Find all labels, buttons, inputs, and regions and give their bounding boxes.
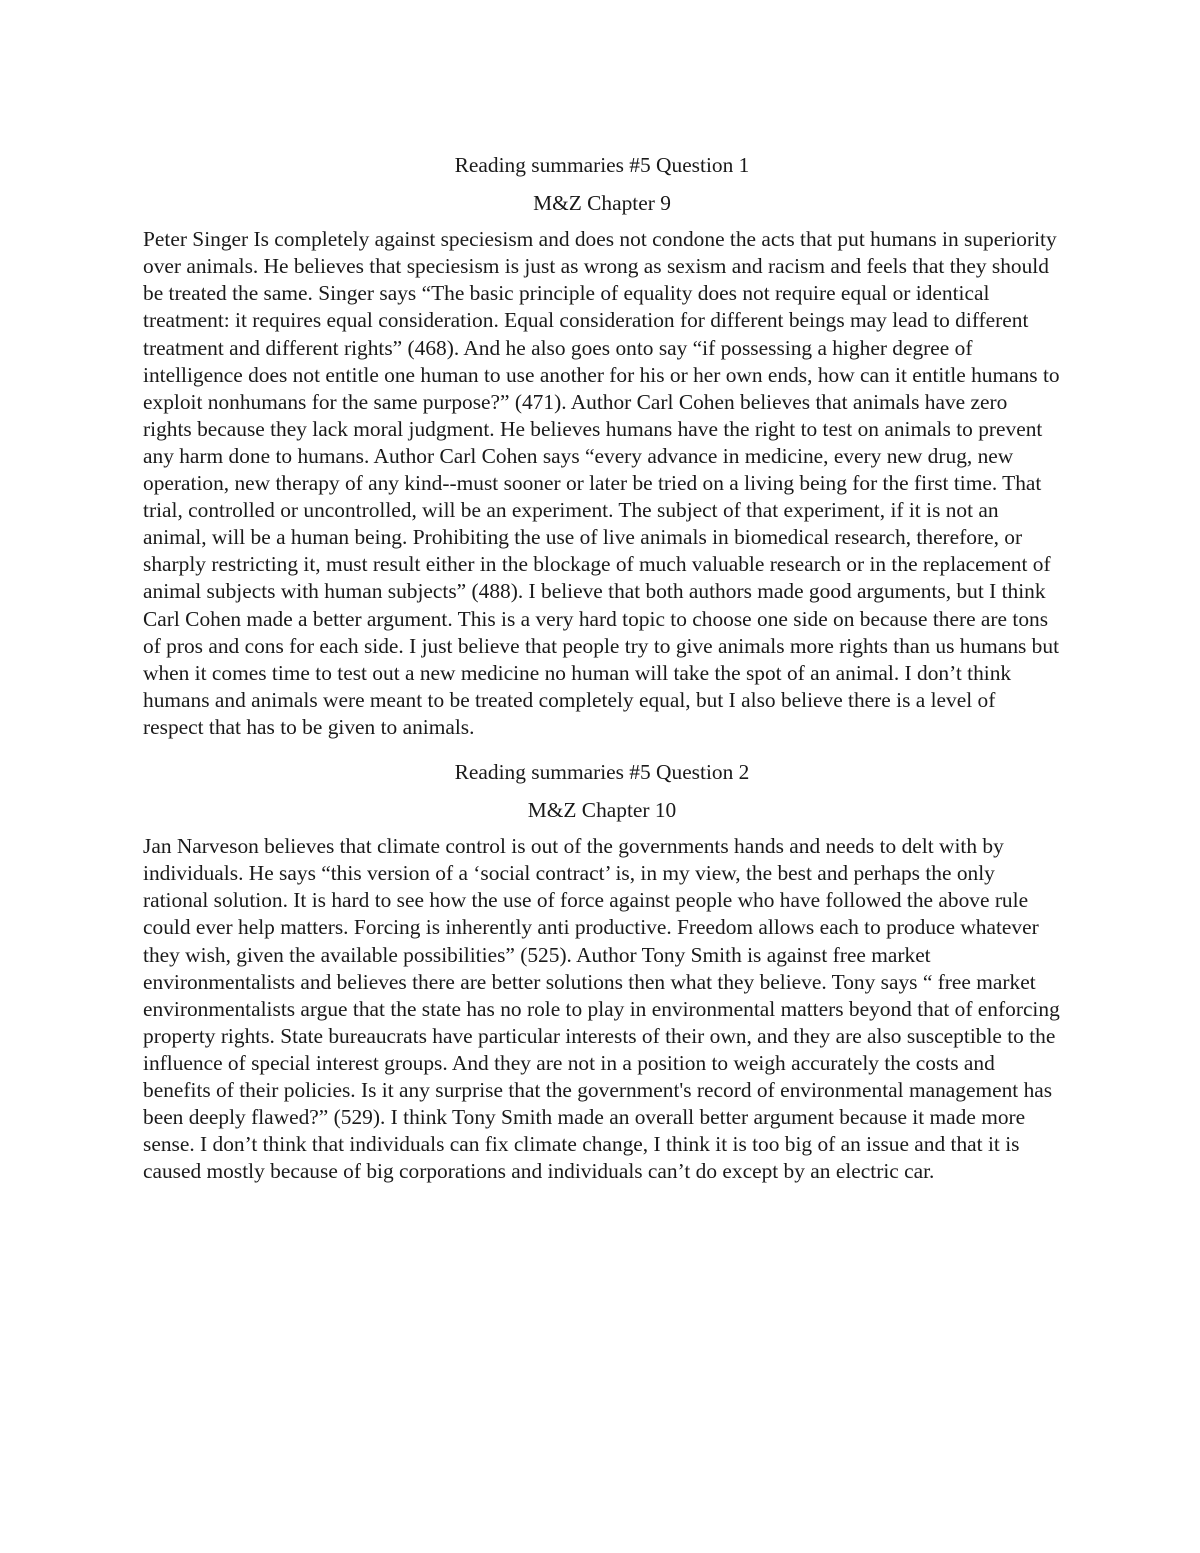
summary-section-2: [143, 759, 1061, 1185]
summary-section-1: [143, 152, 1061, 741]
section-title: Reading summaries #5 Question 2: [454, 759, 750, 784]
section-body: Jan Narveson believes that climate control is out of the governments hands and needs to delt with by individuals. He says “this version of a ‘social contract’ is, in my view, the best and perhaps the only rational solution. It is hard to see how the use of force against people who have followed the above rule could ever help matters. Forcing is inherently anti productive. Freedom allows each to produce whatever they wish, given the available possibilities” (525). Author Tony Smith is against free market environmentalists and believes there are better solutions then what they believe. Tony says “ free market environmentalists argue that the state has no role to play in environmental matters beyond that of enforcing property rights. State bureaucrats have particular interests of their own, and they are also susceptible to the influence of special interest groups. And they are not in a position to weigh accurately the costs and benefits of their policies. Is it any surprise that the government's record of environmental management has been deeply flawed?” (529). I think Tony Smith made an overall better argument because it made more sense. I don’t think that individuals can fix climate change, I think it is too big of an issue and that it is caused mostly because of big corporations and individuals can’t do except by an electric car.: [143, 834, 1060, 1184]
section-title: Reading summaries #5 Question 1: [454, 153, 750, 177]
section-chapter: M&Z Chapter 10: [527, 798, 677, 823]
section-body: Peter Singer Is completely against speciesism and does not condone the acts that put humans in superiority over animals. He believes that speciesism is just as wrong as sexism and racism and feels that they should be treated the same. Singer says “The basic principle of equality does not require equal or identical treatment: it requires equal consideration. Equal consideration for different beings may lead to different treatment and different rights” (468). And he also goes onto say “if possessing a higher degree of intelligence does not entitle one human to use another for his or her own ends, how can it entitle humans to exploit nonhumans for the same purpose?” (471). Author Carl Cohen believes that animals have zero rights because they lack moral judgment. He believes humans have the right to test on animals to prevent any harm done to humans. Author Carl Cohen says “every advance in medicine, every new drug, new operation, new therapy of any kind--must sooner or later be tried on a living being for the first time. That trial, controlled or uncontrolled, will be an experiment. The subject of that experiment, if it is not an animal, will be a human being. Prohibiting the use of live animals in biomedical research, therefore, or sharply restricting it, must result either in the blockage of much valuable research or in the replacement of animal subjects with human subjects” (488). I believe that both authors made good arguments, but I think Carl Cohen made a better argument. This is a very hard topic to choose one side on because there are tons of pros and cons for each side. I just believe that people try to give animals more rights than us humans but when it comes time to test out a new medicine no human will take the spot of an animal. I don’t think humans and animals were meant to be treated completely equal, but I also believe there is a level of respect that has to be given to animals.: [143, 227, 1060, 739]
section-chapter: M&Z Chapter 9: [533, 191, 671, 216]
document-content: [143, 152, 1061, 1185]
